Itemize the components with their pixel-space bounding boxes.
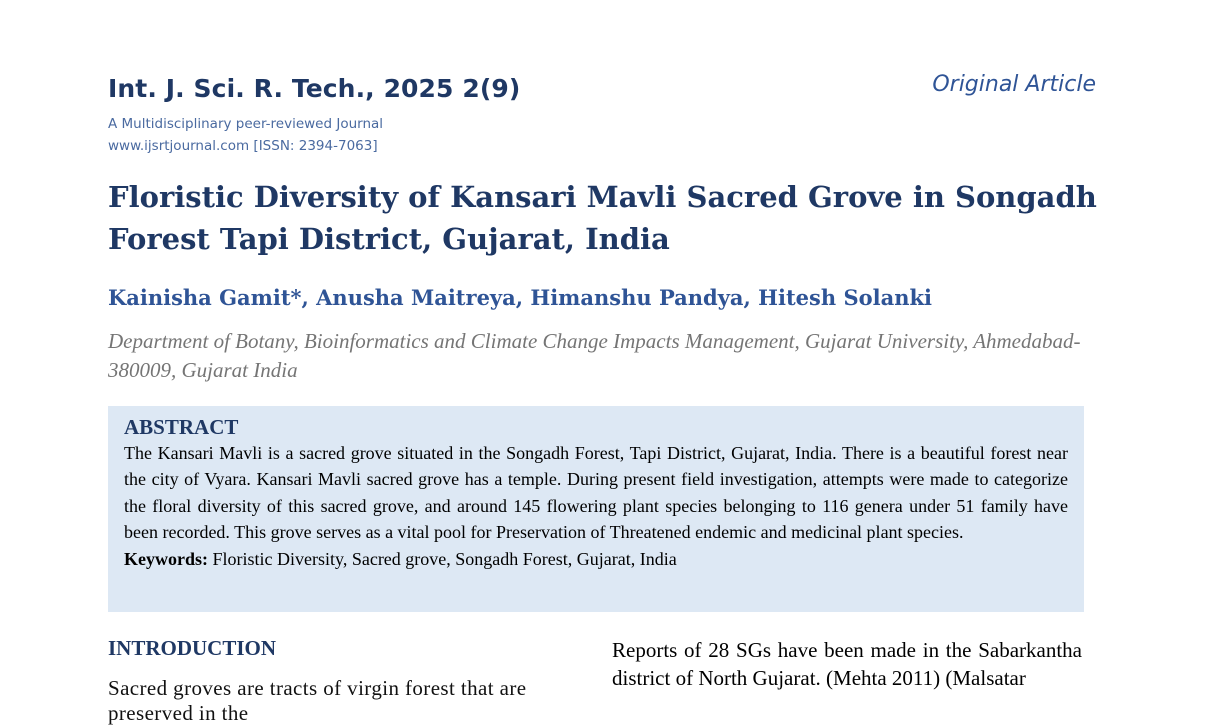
abstract-text: The Kansari Mavli is a sacred grove situated in the Songadh Forest, Tapi District, Gujarat, India. There is a beautiful forest near the city of Vyara. Kansari Mavli sacred grove has a temple. During present field investigation, attempts were made to categorize the floral diversity of this sacred grove, and around 145 flowering plant species belonging to 116 genera under 51 family have been recorded. This grove serves as a vital pool for Preservation of Threatened endemic and medicinal plant species. bbox=[124, 443, 1068, 543]
article-type-label: Original Article bbox=[932, 72, 1096, 97]
abstract-heading: ABSTRACT bbox=[124, 415, 239, 439]
journal-title: Int. J. Sci. R. Tech., 2025 2(9) bbox=[108, 74, 521, 103]
paper-title: Floristic Diversity of Kansari Mavli Sacred Grove in Songadh Forest Tapi District, Gujarat, India bbox=[108, 180, 1097, 256]
keywords-list: Floristic Diversity, Sacred grove, Songadh Forest, Gujarat, India bbox=[212, 548, 677, 569]
journal-info bbox=[108, 113, 383, 157]
keywords-line bbox=[124, 546, 1068, 572]
keywords-label: Keywords: bbox=[124, 548, 208, 569]
introduction-cut-text: Sacred groves are tracts of virgin forest that are preserved in the bbox=[108, 676, 527, 725]
abstract-box bbox=[108, 406, 1084, 612]
journal-website[interactable]: www.ijsrtjournal.com [ISSN: 2394-7063] bbox=[108, 138, 378, 154]
author-affiliation: Department of Botany, Bioinformatics and Climate Change Impacts Management, Gujarat University, Ahmedabad-380009, Gujarat India bbox=[108, 329, 1081, 382]
author-list: Kainisha Gamit*, Anusha Maitreya, Himanshu Pandya, Hitesh Solanki bbox=[108, 285, 932, 310]
right-column-text: Reports of 28 SGs have been made in the Sabarkantha district of North Gujarat. (Mehta 2011) (Malsatar bbox=[612, 638, 1082, 690]
introduction-heading: INTRODUCTION bbox=[108, 636, 277, 660]
introduction-first-line bbox=[108, 676, 578, 725]
journal-subtitle: A Multidisciplinary peer-reviewed Journal bbox=[108, 116, 384, 132]
